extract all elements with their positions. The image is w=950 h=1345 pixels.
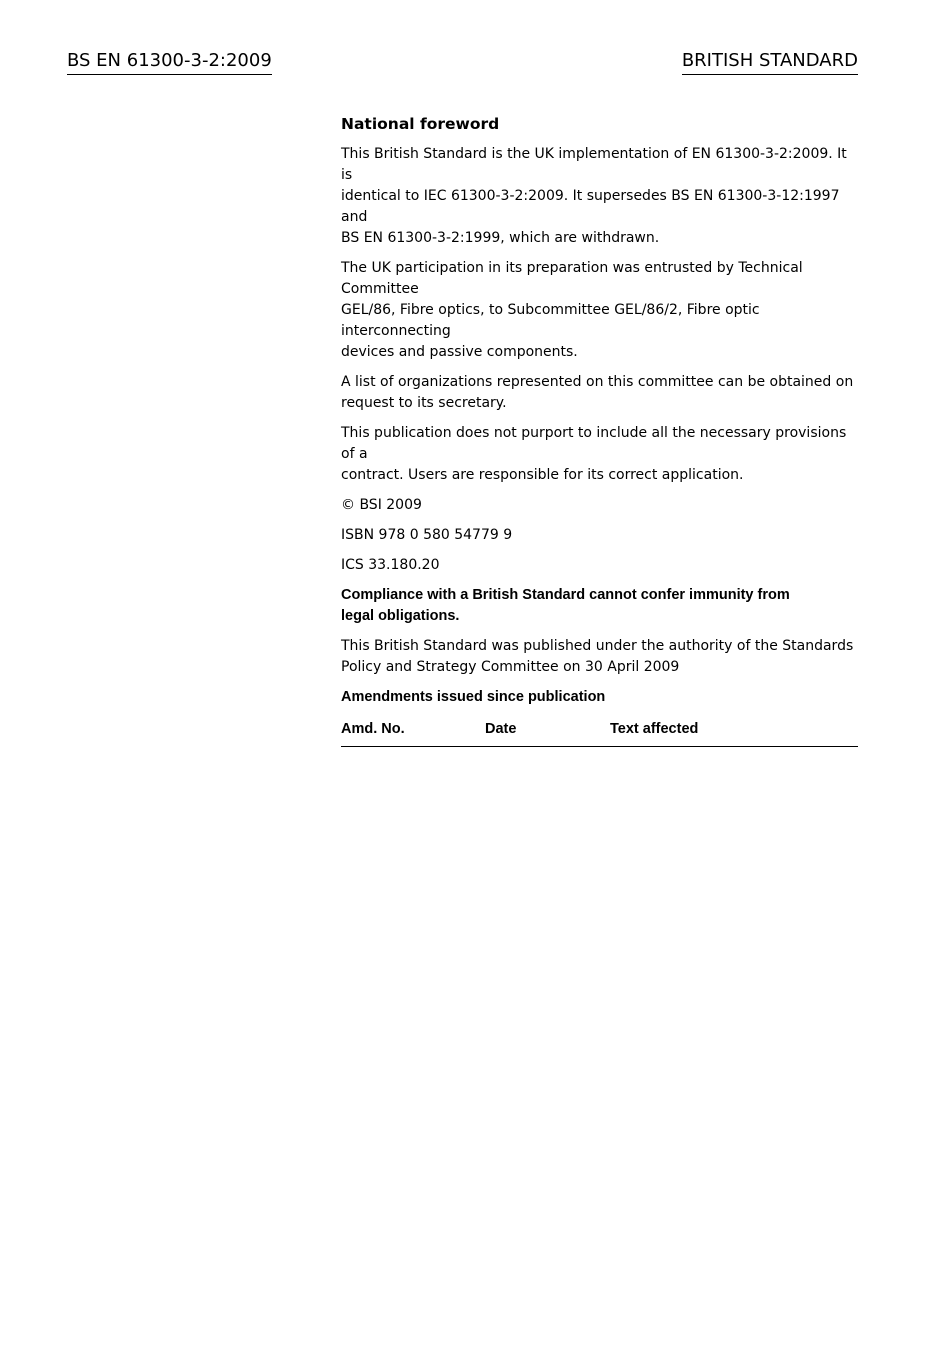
text-line: Policy and Strategy Committee on 30 April 2009 bbox=[341, 659, 680, 675]
text-line: identical to IEC 61300-3-2:2009. It supersedes BS EN 61300-3-12:1997 and bbox=[341, 188, 840, 225]
amendments-table-header bbox=[341, 720, 858, 747]
national-foreword bbox=[341, 114, 858, 747]
text-line: Compliance with a British Standard cannot confer immunity from bbox=[341, 587, 790, 603]
column-text-affected: Text affected bbox=[610, 721, 699, 737]
text-line: GEL/86, Fibre optics, to Subcommittee GEL/86/2, Fibre optic interconnecting bbox=[341, 302, 760, 339]
header-series: BRITISH STANDARD bbox=[682, 50, 858, 75]
ics: ICS 33.180.20 bbox=[341, 557, 440, 573]
text-line: BS EN 61300-3-2:1999, which are withdrawn. bbox=[341, 230, 660, 246]
foreword-title: National foreword bbox=[341, 115, 500, 133]
foreword-paragraph-1 bbox=[341, 144, 858, 249]
foreword-paragraph-4 bbox=[341, 423, 858, 486]
column-amd-no: Amd. No. bbox=[341, 721, 405, 737]
compliance-statement bbox=[341, 585, 858, 627]
header-doc-id: BS EN 61300-3-2:2009 bbox=[67, 50, 272, 75]
text-line: legal obligations. bbox=[341, 608, 460, 624]
text-line: This British Standard is the UK implementation of EN 61300-3-2:2009. It is bbox=[341, 146, 847, 183]
copyright: © BSI 2009 bbox=[341, 497, 422, 513]
isbn: ISBN 978 0 580 54779 9 bbox=[341, 527, 513, 543]
text-line: This publication does not purport to include all the necessary provisions of a bbox=[341, 425, 847, 462]
column-date: Date bbox=[485, 721, 517, 737]
foreword-paragraph-3 bbox=[341, 372, 858, 414]
amendments-title: Amendments issued since publication bbox=[341, 689, 606, 705]
text-line: contract. Users are responsible for its correct application. bbox=[341, 467, 744, 483]
foreword-paragraph-2 bbox=[341, 258, 858, 363]
publication-statement bbox=[341, 636, 858, 678]
text-line: devices and passive components. bbox=[341, 344, 578, 360]
text-line: A list of organizations represented on this committee can be obtained on bbox=[341, 374, 854, 390]
text-line: request to its secretary. bbox=[341, 395, 507, 411]
text-line: The UK participation in its preparation was entrusted by Technical Committee bbox=[341, 260, 803, 297]
text-line: This British Standard was published under the authority of the Standards bbox=[341, 638, 854, 654]
